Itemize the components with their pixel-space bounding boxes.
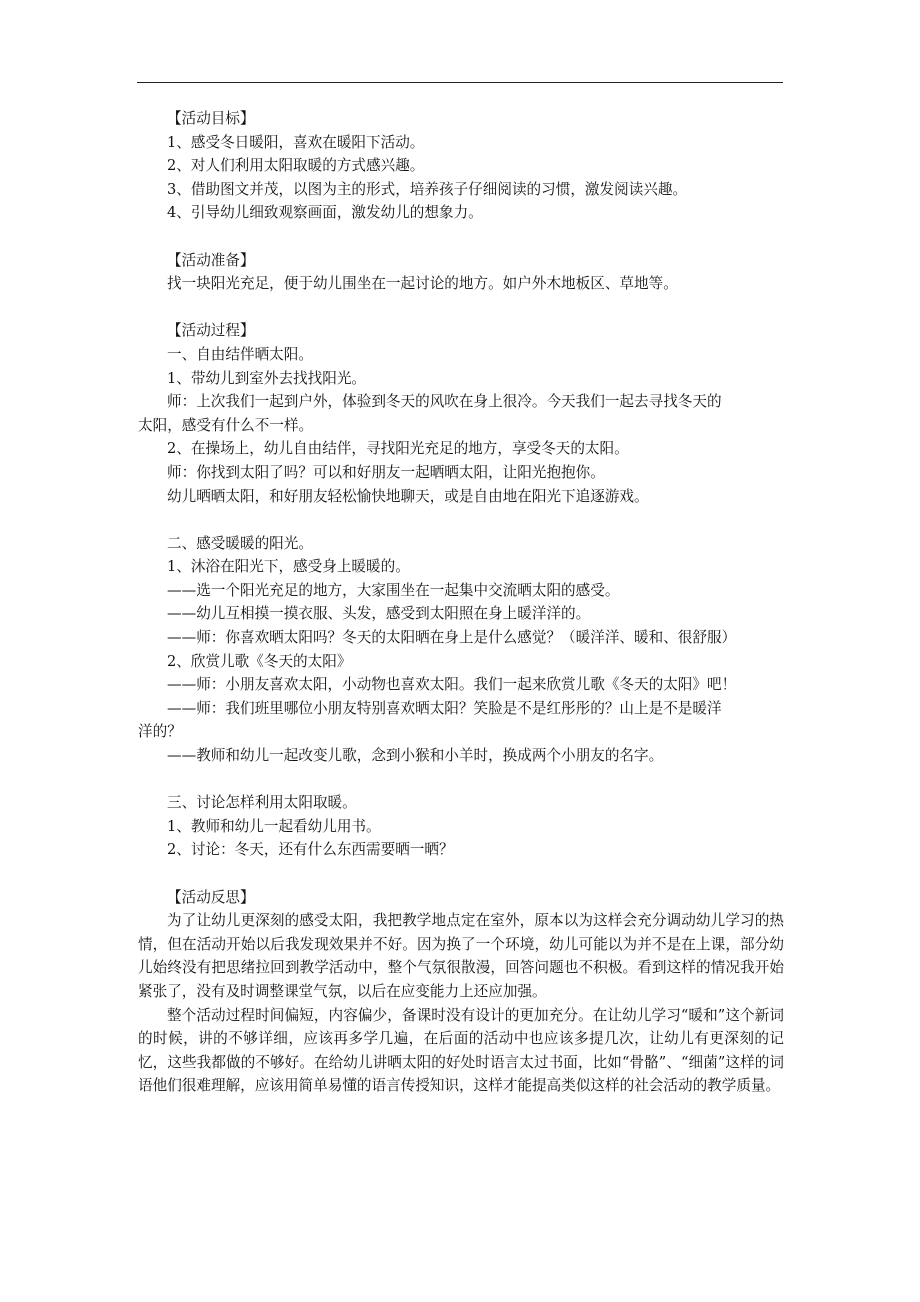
section-heading: 【活动目标】 bbox=[167, 110, 255, 127]
section-process bbox=[138, 319, 784, 862]
spacer bbox=[138, 225, 784, 249]
spacer bbox=[138, 508, 784, 532]
spacer bbox=[138, 862, 784, 886]
section-preparation bbox=[138, 249, 784, 296]
step-line: 1、沐浴在阳光下，感受身上暖暖的。 bbox=[167, 558, 410, 576]
step-line: 洋的？ bbox=[138, 723, 182, 741]
step-line: 2、在操场上，幼儿自由结伴，寻找阳光充足的地方，享受冬天的太阳。 bbox=[167, 440, 629, 458]
step-line: 2、欣赏儿歌《冬天的太阳》 bbox=[167, 652, 352, 670]
step-line: 2、讨论：冬天，还有什么东西需要晒一晒？ bbox=[167, 841, 454, 859]
step-line: ——幼儿互相摸一摸衣服、头发，感受到太阳照在身上暖洋洋的。 bbox=[167, 605, 591, 623]
step-line: ——师：你喜欢晒太阳吗？冬天的太阳晒在身上是什么感觉？（暖洋洋、暖和、很舒服） bbox=[167, 629, 737, 647]
goal-item: 4、引导幼儿细致观察画面，激发幼儿的想象力。 bbox=[167, 204, 483, 222]
step-line: 1、带幼儿到室外去找找阳光。 bbox=[167, 369, 367, 387]
goal-item: 2、对人们利用太阳取暖的方式感兴趣。 bbox=[167, 157, 425, 175]
section-goals bbox=[138, 107, 784, 225]
step-title: 二、感受暖暖的阳光。 bbox=[167, 534, 313, 552]
step-line: ——师：小朋友喜欢太阳，小动物也喜欢太阳。我们一起来欣赏儿歌《冬天的太阳》吧！ bbox=[167, 676, 737, 694]
header-rule bbox=[137, 82, 783, 83]
step-line: 师：上次我们一起到户外，体验到冬天的风吹在身上很冷。今天我们一起去寻找冬天的 bbox=[167, 393, 722, 411]
section-heading: 【活动过程】 bbox=[167, 322, 255, 340]
spacer bbox=[138, 768, 784, 792]
prep-text: 找一块阳光充足，便于幼儿围坐在一起讨论的地方。如户外木地板区、草地等。 bbox=[167, 275, 678, 293]
step-title: 三、讨论怎样利用太阳取暖。 bbox=[167, 794, 357, 812]
document-body bbox=[138, 107, 784, 1098]
section-heading: 【活动反思】 bbox=[167, 888, 255, 906]
section-heading: 【活动准备】 bbox=[167, 251, 255, 269]
step-title: 一、自由结伴晒太阳。 bbox=[167, 345, 313, 363]
step-line: ——教师和幼儿一起改变儿歌，念到小猴和小羊时，换成两个小朋友的名字。 bbox=[167, 747, 664, 765]
step-line: ——师：我们班里哪位小朋友特别喜欢晒太阳？笑脸是不是红彤彤的？山上是不是暖洋 bbox=[167, 699, 722, 717]
goal-item: 3、借助图文并茂，以图为主的形式，培养孩子仔细阅读的习惯，激发阅读兴趣。 bbox=[167, 180, 688, 198]
step-line: ——选一个阳光充足的地方，大家围坐在一起集中交流晒太阳的感受。 bbox=[167, 581, 620, 599]
step-line: 师：你找到太阳了吗？可以和好朋友一起晒晒太阳，让阳光抱抱你。 bbox=[167, 463, 605, 481]
spacer bbox=[138, 296, 784, 320]
step-line: 幼儿晒晒太阳，和好朋友轻松愉快地聊天，或是自由地在阳光下追逐游戏。 bbox=[167, 487, 649, 505]
reflection-paragraph: 整个活动过程时间偏短，内容偏少，备课时没有设计的更加充分。在让幼儿学习“暖和”这个新词的时候，讲的不够详细，应该再多学几遍，在后面的活动中也应该多提几次，让幼儿有更深刻的记忆，这些我都做的不够好。在给幼儿讲晒太阳的好处时语言太过书面，比如“骨骼”、“细菌”这样的词语他们很难理解，应该用简单易懂的语言传授知识，这样才能提高类似这样的社会活动的教学质量。 bbox=[138, 1006, 784, 1095]
section-reflection bbox=[138, 886, 784, 1098]
step-line: 太阳，感受有什么不一样。 bbox=[138, 416, 314, 434]
goal-item: 1、感受冬日暖阳，喜欢在暖阳下活动。 bbox=[167, 133, 425, 151]
step-line: 1、教师和幼儿一起看幼儿用书。 bbox=[167, 817, 381, 835]
reflection-paragraph: 为了让幼儿更深刻的感受太阳，我把教学地点定在室外，原本以为这样会充分调动幼儿学习的热情，但在活动开始以后我发现效果并不好。因为换了一个环境，幼儿可能以为并不是在上课，部分幼儿始终没有把思绪拉回到教学活动中，整个气氛很散漫，回答问题也不积极。看到这样的情况我开始紧张了，没有及时调整课堂气氛，以后在应变能力上还应加强。 bbox=[138, 912, 784, 1000]
